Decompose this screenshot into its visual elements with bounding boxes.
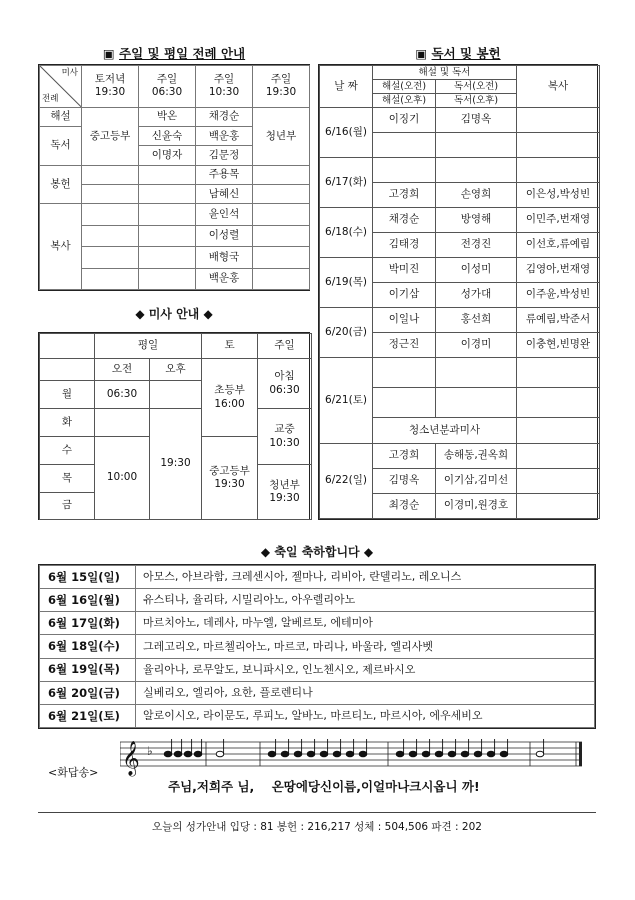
date-cell: 6/20(금): [320, 308, 373, 358]
serve-cell: 이충현,빈명완: [517, 333, 600, 358]
day-label: 목: [40, 465, 95, 493]
name-cell: 이성렬: [196, 225, 253, 246]
name-cell: 박미진: [373, 258, 436, 283]
name-cell: 고경희: [373, 444, 436, 469]
feast-table: [38, 564, 596, 729]
day-label: 화: [40, 409, 95, 437]
h-sat: 토: [202, 334, 258, 359]
serve-cell: 이은성,박성빈: [517, 183, 600, 208]
serve-cell: [517, 108, 600, 133]
sat-group: 중고등부: [82, 107, 139, 165]
feast-names: 알로이시오, 라이문도, 루피노, 알바노, 마르티노, 마르시아, 에우세비오: [136, 704, 595, 727]
col-sat-evening: 토저녁 19:30: [82, 66, 139, 108]
name-cell: 남혜신: [196, 185, 253, 204]
feast-date: 6월 18일(수): [40, 635, 136, 658]
name-cell: 김문정: [196, 146, 253, 165]
sun-mass-2: 교중 10:30: [258, 409, 312, 465]
name-cell: 이명자: [139, 146, 196, 165]
col-sun-1030: 주일 10:30: [196, 66, 253, 108]
schedule-title: ▣ 주일 및 평일 전례 안내: [102, 46, 246, 61]
serve-cell: [517, 133, 600, 158]
feast-names: 아모스, 아브라함, 크레센시아, 젤마나, 리비아, 란델리노, 레오니스: [136, 566, 595, 589]
name-cell: [436, 158, 517, 183]
h-c4: 독서(오후): [436, 94, 517, 108]
name-cell: 전경진: [436, 233, 517, 258]
music-note: [359, 751, 367, 757]
day-label: 월: [40, 381, 95, 409]
feast-date: 6월 20일(금): [40, 681, 136, 704]
feast-row: [40, 589, 595, 612]
row-commentary: 해설: [40, 107, 82, 126]
name-cell: 홍선희: [436, 308, 517, 333]
name-cell: 손영희: [436, 183, 517, 208]
h-c3: 해설(오후): [373, 94, 436, 108]
name-cell: 이성미: [436, 258, 517, 283]
music-note: [448, 751, 456, 757]
mass-table: [38, 332, 310, 520]
name-cell: 이경미,원경호: [436, 494, 517, 519]
music-note: [268, 751, 276, 757]
name-cell: 이기삼: [373, 283, 436, 308]
name-cell: 고경희: [373, 183, 436, 208]
row-reading: 독서: [40, 127, 82, 166]
music-note: [333, 751, 341, 757]
music-note: [184, 751, 192, 757]
feast-date: 6월 21일(토): [40, 704, 136, 727]
date-cell: 6/19(목): [320, 258, 373, 308]
col-sun-1930: 주일 19:30: [253, 66, 310, 108]
sat-date: 6/21(토): [320, 358, 373, 444]
music-note: [194, 751, 202, 757]
sat-mass-2: 중고등부 19:30: [202, 437, 258, 520]
sat-note: 청소년분과미사: [373, 418, 517, 444]
pm-time: 19:30: [150, 409, 202, 520]
feast-names: 실베리오, 엘리아, 요한, 플로렌티나: [136, 681, 595, 704]
music-note: [307, 751, 315, 757]
feast-row: [40, 681, 595, 704]
eve-group: 청년부: [253, 107, 310, 165]
readers-table: [318, 64, 598, 520]
music-note: [461, 751, 469, 757]
sun-date: 6/22(일): [320, 444, 373, 519]
name-cell: [373, 133, 436, 158]
music-note: [500, 751, 508, 757]
date-cell: 6/16(월): [320, 108, 373, 158]
feast-row: [40, 704, 595, 727]
feast-row: [40, 566, 595, 589]
name-cell: 김명옥: [373, 469, 436, 494]
mon-am: 06:30: [95, 381, 150, 409]
feast-date: 6월 16일(월): [40, 589, 136, 612]
name-cell: 배형국: [196, 247, 253, 268]
music-note: [346, 751, 354, 757]
liturgy-schedule-table: [38, 64, 310, 291]
h-serve: 복사: [517, 66, 600, 108]
h-c2: 독서(오전): [436, 80, 517, 94]
sun-mass-1: 아침 06:30: [258, 359, 312, 409]
name-cell: 김태경: [373, 233, 436, 258]
am-time: 10:00: [95, 437, 150, 520]
date-cell: 6/18(수): [320, 208, 373, 258]
serve-cell: 이주윤,박성빈: [517, 283, 600, 308]
h-c1: 해설(오전): [373, 80, 436, 94]
serve-cell: 김영아,번재영: [517, 258, 600, 283]
day-label: 금: [40, 493, 95, 520]
music-note: [216, 751, 224, 757]
feast-date: 6월 17일(화): [40, 612, 136, 635]
name-cell: 성가대: [436, 283, 517, 308]
serve-cell: [517, 158, 600, 183]
psalm-label: <화답송>: [48, 766, 99, 779]
h-date: 날 짜: [320, 66, 373, 108]
music-note: [174, 751, 182, 757]
name-cell: 박온: [139, 107, 196, 126]
mass-title: ◆ 미사 안내 ◆: [135, 307, 213, 321]
music-note: [474, 751, 482, 757]
date-cell: 6/17(화): [320, 158, 373, 208]
name-cell: 신윤숙: [139, 127, 196, 146]
feast-row: [40, 658, 595, 681]
name-cell: 채경순: [373, 208, 436, 233]
name-cell: 송해동,권옥희: [436, 444, 517, 469]
readers-title: ▣ 독서 및 봉헌: [415, 46, 501, 61]
music-note: [281, 751, 289, 757]
h-sun: 주일: [258, 334, 312, 359]
col-sun-0630: 주일 06:30: [139, 66, 196, 108]
music-note: [294, 751, 302, 757]
music-note: [409, 751, 417, 757]
name-cell: [373, 158, 436, 183]
feast-date: 6월 19일(목): [40, 658, 136, 681]
music-note: [536, 751, 544, 757]
music-note: [164, 751, 172, 757]
music-note: [320, 751, 328, 757]
svg-text:♭: ♭: [147, 744, 153, 758]
name-cell: 백운홍: [196, 268, 253, 289]
feast-row: [40, 612, 595, 635]
sat-mass-1: 초등부 16:00: [202, 359, 258, 437]
feast-names: 유스티나, 율리타, 시밀리아노, 아우렐리아노: [136, 589, 595, 612]
h-pm: 오후: [150, 359, 202, 381]
h-top: 해설 및 독서: [373, 66, 517, 80]
feast-row: [40, 635, 595, 658]
row-offering: 봉헌: [40, 165, 82, 204]
feast-names: 그레고리오, 마르첼리아노, 마르코, 마리나, 바울라, 엘리사벳: [136, 635, 595, 658]
name-cell: 백운홍: [196, 127, 253, 146]
name-cell: 최경순: [373, 494, 436, 519]
music-note: [422, 751, 430, 757]
sun-mass-3: 청년부 19:30: [258, 465, 312, 520]
serve-cell: 이선호,류예림: [517, 233, 600, 258]
name-cell: 이일나: [373, 308, 436, 333]
name-cell: 주용목: [196, 165, 253, 184]
name-cell: 정근진: [373, 333, 436, 358]
name-cell: 방영해: [436, 208, 517, 233]
name-cell: [436, 133, 517, 158]
music-note: [487, 751, 495, 757]
h-weekday: 평일: [95, 334, 202, 359]
name-cell: 이징기: [373, 108, 436, 133]
diag-header-cell: 미사 전례: [40, 66, 82, 108]
serve-cell: 류예림,박준서: [517, 308, 600, 333]
psalm-lyrics: 주님,저희주 님, 온땅에당신이름,이얼마나크시옵니 까!: [168, 779, 480, 794]
name-cell: 이경미: [436, 333, 517, 358]
svg-text:𝄞: 𝄞: [122, 741, 140, 776]
h-am: 오전: [95, 359, 150, 381]
feast-names: 율리아나, 로무알도, 보니파시오, 인노첸시오, 제르바시오: [136, 658, 595, 681]
name-cell: 윤인석: [196, 204, 253, 225]
feast-names: 마르치아노, 데레사, 마누엘, 알베르토, 에테미아: [136, 612, 595, 635]
hymn-guide: 오늘의 성가안내 입당 : 81 봉헌 : 216,217 성체 : 504,506 파견 : 202: [38, 812, 596, 841]
feast-date: 6월 15일(일): [40, 566, 136, 589]
day-label: 수: [40, 437, 95, 465]
row-serving: 복사: [40, 204, 82, 290]
music-note: [396, 751, 404, 757]
feast-title: ◆ 축일 축하합니다 ◆: [260, 545, 374, 559]
name-cell: 김명옥: [436, 108, 517, 133]
serve-cell: 이민주,번재영: [517, 208, 600, 233]
name-cell: 채경순: [196, 107, 253, 126]
music-note: [435, 751, 443, 757]
name-cell: 이기삼,김미선: [436, 469, 517, 494]
